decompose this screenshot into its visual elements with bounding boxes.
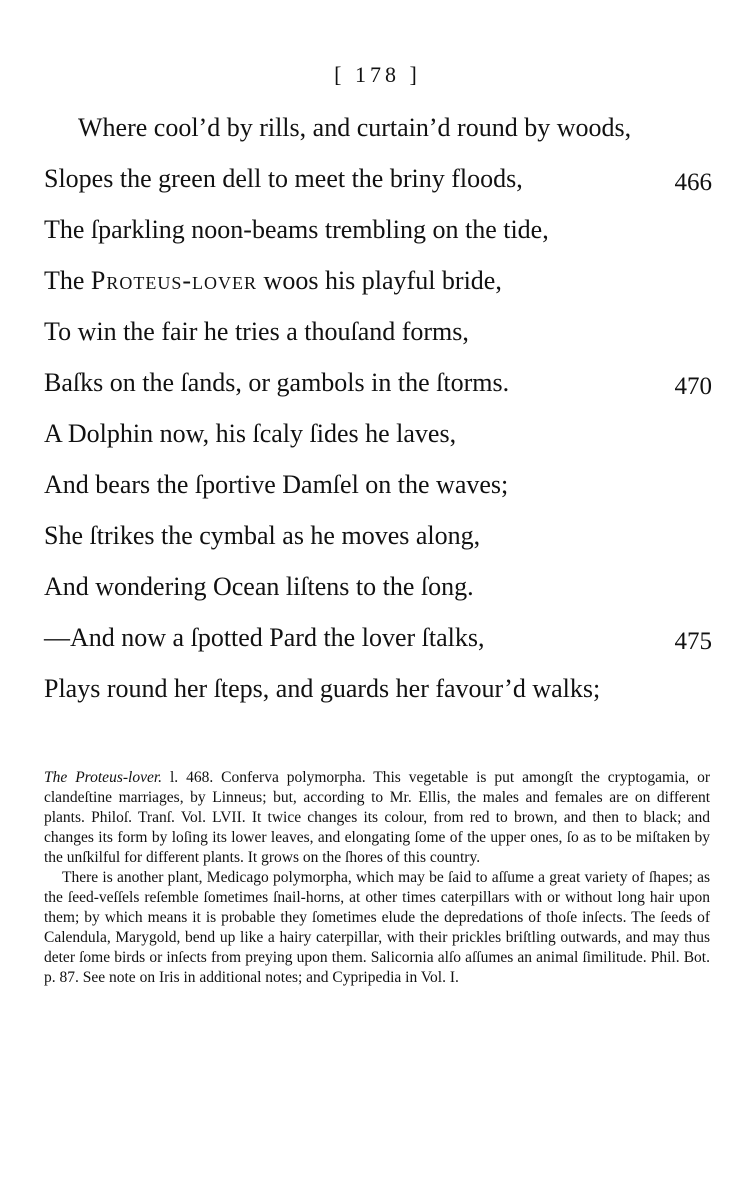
poem-line (44, 618, 724, 669)
poem-line-text: The ſparkling noon-beams trembling on the tide, (44, 215, 549, 244)
footnote-proteus-lover (44, 768, 710, 868)
poem-line-prefix: The (44, 266, 85, 295)
poem-line-text: A Dolphin now, his ſcaly ſides he laves, (44, 419, 457, 448)
poem-line-text: She ſtrikes the cymbal as he moves along, (44, 521, 481, 550)
poem-block (44, 108, 724, 720)
poem-line-text: Plays round her ſteps, and guards her favour’d walks; (44, 674, 601, 703)
poem-line (44, 363, 724, 414)
poem-line (44, 261, 724, 312)
poem-line-text: Where cool’d by rills, and curtain’d round by woods, (78, 113, 632, 142)
poem-line (44, 465, 724, 516)
footnotes (44, 768, 710, 988)
line-number: 466 (674, 169, 712, 196)
poem-line (44, 516, 724, 567)
poem-line (44, 312, 724, 363)
line-number: 475 (674, 628, 712, 655)
footnote-heading: The Proteus-lover. (44, 769, 163, 786)
poem-line-text (44, 261, 502, 301)
poem-line (44, 210, 724, 261)
poem-line (44, 414, 724, 465)
proteus-lover-title: Proteus-lover (90, 266, 258, 295)
poem-line-text: Baſks on the ſands, or gambols in the ſtorms. (44, 368, 510, 397)
poem-line (44, 159, 724, 210)
poem-line (44, 567, 724, 618)
line-number: 470 (674, 373, 712, 400)
poem-line-rest: woos his playful bride, (263, 266, 502, 295)
poem-line-text: To win the fair he tries a thouſand forms, (44, 317, 469, 346)
poem-line (44, 108, 724, 159)
poem-line-text: Slopes the green dell to meet the briny floods, (44, 164, 523, 193)
poem-line-text: And bears the ſportive Damſel on the waves; (44, 470, 509, 499)
poem-line-text: —And now a ſpotted Pard the lover ſtalks, (44, 623, 485, 652)
footnote-body: l. 468. Conferva polymorpha. This vegetable is put amongſt the cryptogamia, or clandeſtine marriages, by Linneus; but, according to Mr. Ellis, the males and females are on different plants. Philoſ. Tranſ. Vol. LVII. It twice changes its colour, from red to brown, and then to black; and changes its form by loſing its lower leaves, and elongating ſome of the upper ones, ſo as to be miſtaken by the unſkilful for different plants. It grows on the ſhores of this country. (44, 769, 710, 866)
poem-line-text: And wondering Ocean liſtens to the ſong. (44, 572, 474, 601)
footnote-medicago: There is another plant, Medicago polymorpha, which may be ſaid to aſſume a great variety of ſhapes; as the ſeed-veſſels reſemble ſometimes ſnail-horns, at other times caterpillars with or without long hair upon them; by which means it is probable they ſometimes elude the depredations of thoſe inſects. The ſeeds of Calendula, Marygold, bend up like a hairy caterpillar, with their prickles briſtling outwards, and may thus deter ſome birds or inſects from preying upon them. Salicornia alſo aſſumes an animal ſimilitude. Phil. Bot. p. 87. See note on Iris in additional notes; and Cypripedia in Vol. I. (44, 869, 710, 986)
page-number: [ 178 ] (334, 62, 421, 87)
poem-line (44, 669, 724, 720)
